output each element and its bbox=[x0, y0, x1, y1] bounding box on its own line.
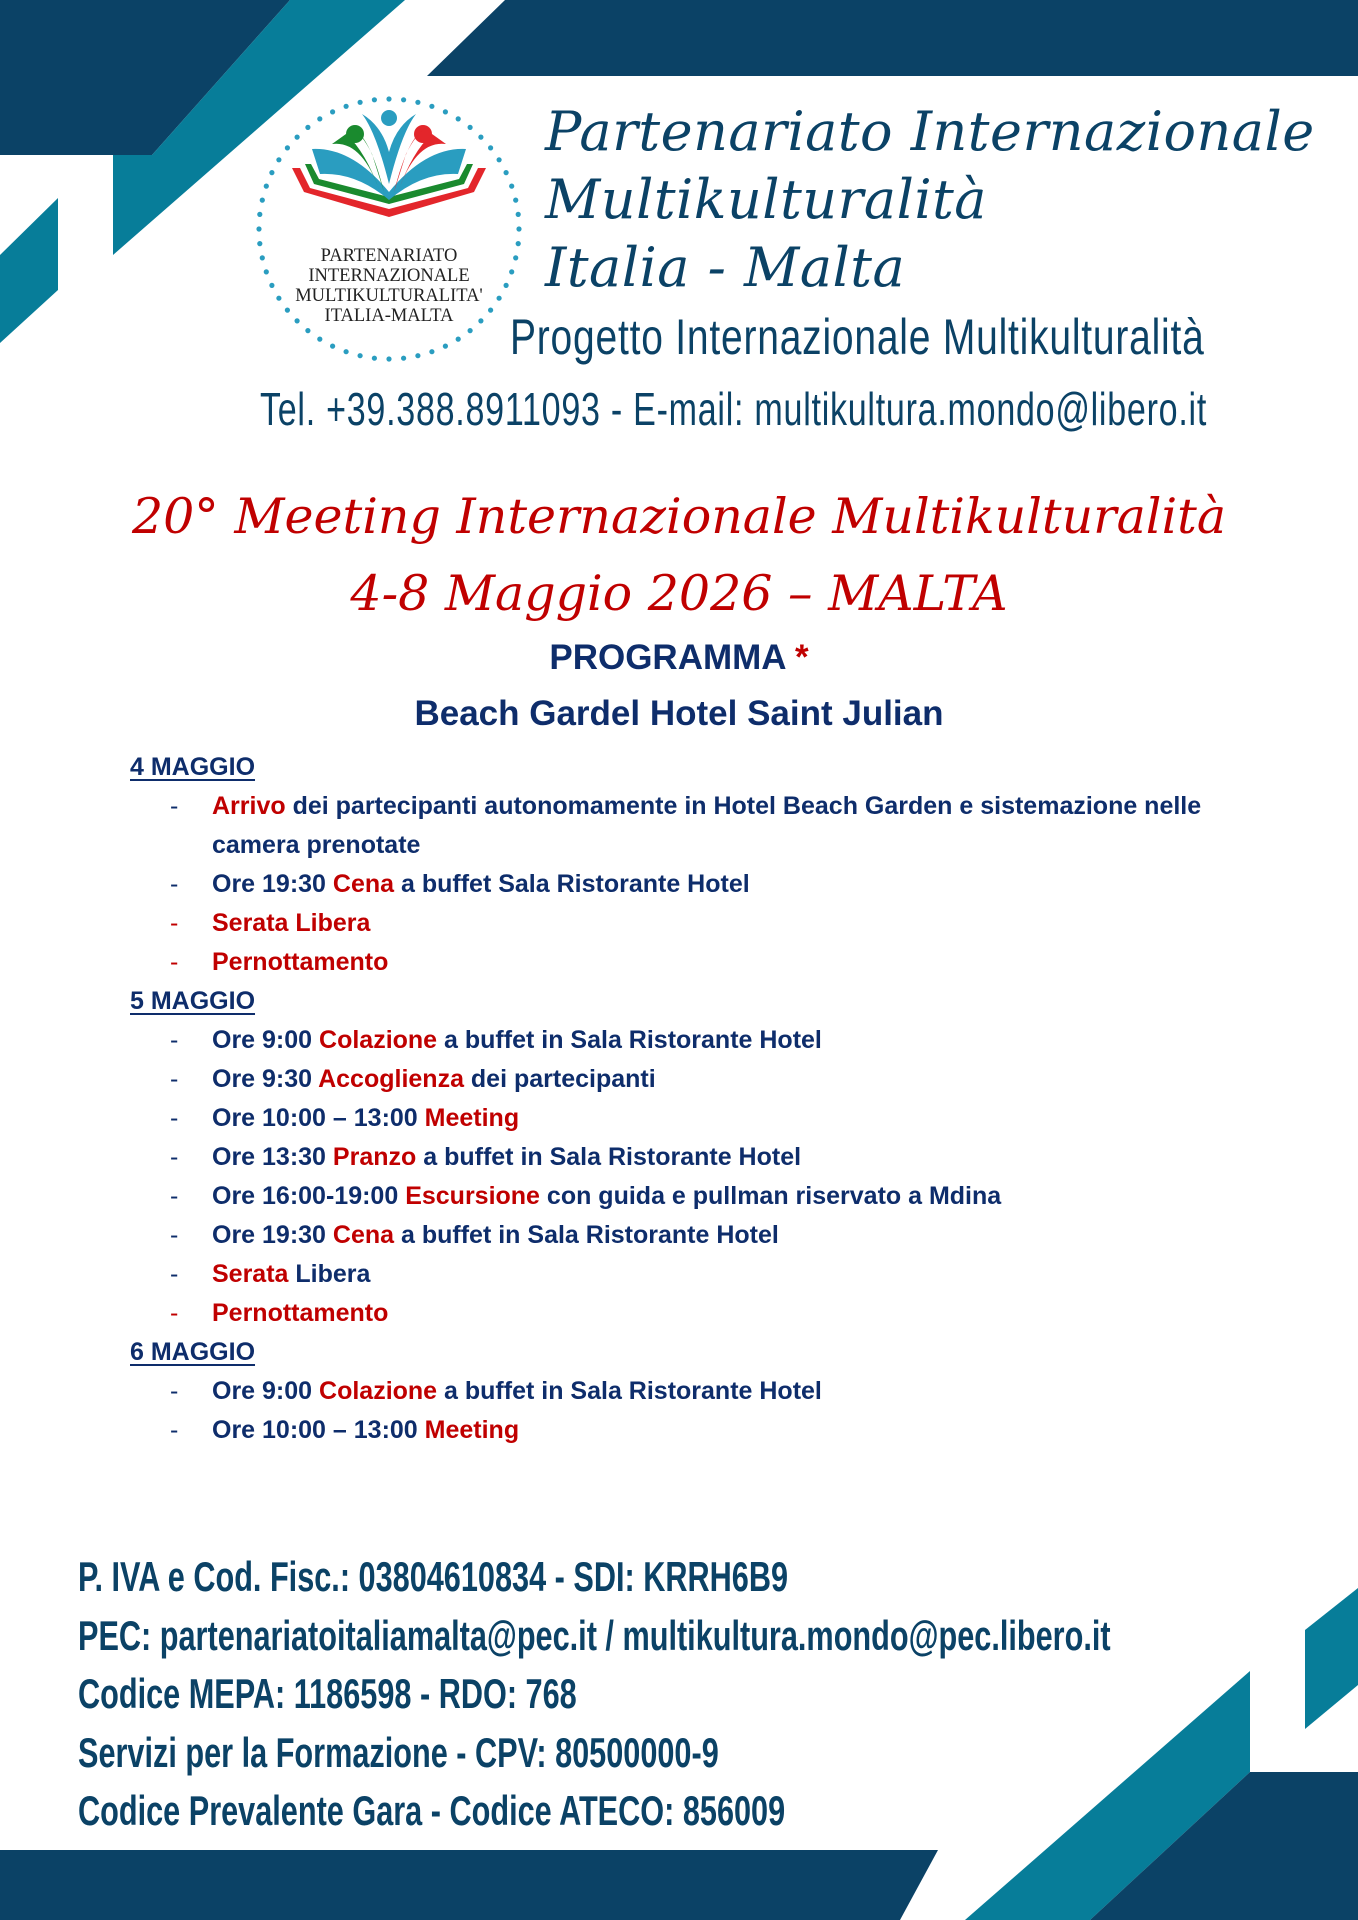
schedule-item bbox=[130, 904, 1250, 943]
company-info-footer bbox=[78, 1548, 1111, 1841]
logo-text-line: ITALIA-MALTA bbox=[324, 306, 454, 326]
program-label: PROGRAMMA bbox=[549, 638, 786, 677]
schedule-item bbox=[130, 1216, 1250, 1255]
item-text: dei partecipanti bbox=[463, 1065, 656, 1093]
item-text: Ore 9:30 bbox=[212, 1065, 319, 1093]
list-dash: - bbox=[170, 948, 179, 976]
border-dot bbox=[358, 353, 363, 358]
border-dot bbox=[429, 104, 434, 109]
highlighted-text: Pernottamento bbox=[212, 1299, 389, 1327]
right-white-edge bbox=[1352, 76, 1358, 1576]
item-text: a buffet in Sala Ristorante Hotel bbox=[437, 1026, 822, 1054]
item-text: Ore 19:30 bbox=[212, 1221, 333, 1249]
item-text: a buffet in Sala Ristorante Hotel bbox=[437, 1377, 822, 1405]
list-dash: - bbox=[170, 1143, 179, 1171]
list-dash: - bbox=[170, 1221, 179, 1249]
event-dates: 4-8 Maggio 2026 – MALTA bbox=[350, 565, 1008, 622]
venue-name: Beach Gardel Hotel Saint Julian bbox=[414, 694, 944, 733]
list-dash: - bbox=[170, 1299, 179, 1327]
border-dot bbox=[516, 226, 521, 231]
list-dash: - bbox=[170, 1104, 179, 1132]
highlighted-text: Serata Libera bbox=[212, 909, 371, 937]
day-heading: 6 MAGGIO bbox=[130, 1338, 256, 1366]
border-dot bbox=[386, 356, 391, 361]
item-text: a buffet in Sala Ristorante Hotel bbox=[416, 1143, 802, 1171]
schedule-item bbox=[130, 1411, 1250, 1450]
program-schedule bbox=[130, 748, 1250, 1450]
border-dot bbox=[516, 212, 521, 217]
highlighted-text: Cena bbox=[332, 1221, 395, 1249]
program-heading bbox=[0, 638, 1358, 678]
item-text: Ore 10:00 – 13:00 bbox=[212, 1416, 425, 1444]
highlighted-text: Pranzo bbox=[332, 1143, 417, 1171]
list-dash: - bbox=[170, 909, 179, 937]
border-dot bbox=[317, 116, 322, 121]
border-dot bbox=[488, 145, 493, 150]
item-text: con guida e pullman riservato a Mdina bbox=[539, 1182, 1002, 1210]
schedule-item bbox=[130, 1099, 1250, 1138]
border-dot bbox=[372, 97, 377, 102]
footer-ateco-line: Codice Prevalente Gara - Codice ATECO: 856009 bbox=[78, 1787, 786, 1834]
top-right-navy-banner bbox=[427, 0, 1358, 76]
schedule-item bbox=[130, 865, 1250, 904]
footer-mepa-line: Codice MEPA: 1186598 - RDO: 768 bbox=[78, 1670, 577, 1717]
item-text: a buffet in Sala Ristorante Hotel bbox=[394, 1221, 779, 1249]
list-dash: - bbox=[170, 1026, 179, 1054]
border-dot bbox=[509, 184, 514, 189]
highlighted-text: Colazione bbox=[319, 1026, 438, 1054]
highlighted-text: Arrivo bbox=[212, 792, 286, 820]
schedule-item bbox=[130, 1372, 1250, 1411]
highlighted-text: Pernottamento bbox=[212, 948, 389, 976]
border-dot bbox=[305, 328, 310, 333]
logo-text-line: PARTENARIATO bbox=[320, 246, 458, 266]
schedule-item bbox=[130, 1138, 1250, 1177]
bottom-right-teal-small bbox=[1305, 1588, 1358, 1729]
border-dot bbox=[456, 337, 461, 342]
footer-vat-line: P. IVA e Cod. Fisc.: 03804610834 - SDI: KRRH6B9 bbox=[78, 1553, 789, 1600]
item-text: a buffet Sala Ristorante Hotel bbox=[394, 870, 750, 898]
schedule-item bbox=[130, 787, 1250, 865]
schedule-item bbox=[130, 1060, 1250, 1099]
list-dash: - bbox=[170, 1260, 179, 1288]
footer-pec-line: PEC: partenariatoitaliamalta@pec.it / multikultura.mondo@pec.libero.it bbox=[78, 1611, 1111, 1659]
item-text: Ore 10:00 – 13:00 bbox=[212, 1104, 425, 1132]
border-dot bbox=[443, 344, 448, 349]
border-dot bbox=[305, 125, 310, 130]
border-dot bbox=[497, 157, 502, 162]
organization-title-line: Multikulturalità bbox=[545, 168, 988, 231]
project-subtitle: Progetto Internazionale Multikulturalità bbox=[510, 309, 1205, 365]
border-dot bbox=[344, 104, 349, 109]
border-dot bbox=[285, 145, 290, 150]
highlighted-text: Meeting bbox=[424, 1104, 520, 1132]
list-dash: - bbox=[170, 1416, 179, 1444]
border-dot bbox=[264, 184, 269, 189]
border-dot bbox=[513, 198, 518, 203]
footer-cpv-line: Servizi per la Formazione - CPV: 80500000-9 bbox=[78, 1728, 719, 1776]
border-dot bbox=[330, 344, 335, 349]
border-dot bbox=[295, 135, 300, 140]
border-dot bbox=[372, 356, 377, 361]
border-dot bbox=[504, 170, 509, 175]
logo-text-line: MULTIKULTURALITA' bbox=[295, 286, 483, 306]
bottom-left-navy-band bbox=[0, 1850, 938, 1920]
border-dot bbox=[256, 226, 261, 231]
border-dot bbox=[415, 100, 420, 105]
contact-line: Tel. +39.388.8911093 - E-mail: multikultura.mondo@libero.it bbox=[260, 383, 1208, 435]
border-dot bbox=[443, 109, 448, 114]
highlighted-text: Accoglienza bbox=[318, 1065, 464, 1093]
list-dash: - bbox=[170, 1182, 179, 1210]
border-dot bbox=[456, 116, 461, 121]
highlighted-text: Meeting bbox=[424, 1416, 520, 1444]
logo-text bbox=[252, 246, 526, 326]
item-text: Libera bbox=[288, 1260, 371, 1288]
item-text: dei partecipanti autonomamente in Hotel Beach Garden e sistemazione nelle camera prenotate bbox=[212, 792, 1202, 859]
border-dot bbox=[330, 109, 335, 114]
item-text: Ore 9:00 bbox=[212, 1377, 320, 1405]
organization-title bbox=[545, 98, 1315, 302]
item-text: Ore 16:00-19:00 bbox=[212, 1182, 406, 1210]
border-dot bbox=[317, 337, 322, 342]
item-text: Ore 9:00 bbox=[212, 1026, 320, 1054]
border-dot bbox=[386, 96, 391, 101]
border-dot bbox=[269, 170, 274, 175]
border-dot bbox=[401, 356, 406, 361]
schedule-item bbox=[130, 1255, 1250, 1294]
highlighted-text: Colazione bbox=[319, 1377, 438, 1405]
schedule-item bbox=[130, 1294, 1250, 1333]
border-dot bbox=[276, 157, 281, 162]
list-dash: - bbox=[170, 792, 179, 820]
day-heading: 5 MAGGIO bbox=[130, 987, 256, 1015]
border-dot bbox=[468, 328, 473, 333]
item-text: Ore 13:30 bbox=[212, 1143, 333, 1171]
organization-title-line: Partenariato Internazionale bbox=[545, 100, 1315, 163]
list-dash: - bbox=[170, 1377, 179, 1405]
border-dot bbox=[358, 100, 363, 105]
highlighted-text: Cena bbox=[332, 870, 395, 898]
list-dash: - bbox=[170, 1065, 179, 1093]
open-book-people-icon bbox=[292, 110, 486, 217]
item-text: Ore 19:30 bbox=[212, 870, 333, 898]
border-dot bbox=[257, 212, 262, 217]
border-dot bbox=[401, 97, 406, 102]
left-teal-sliver bbox=[0, 198, 58, 343]
border-dot bbox=[429, 349, 434, 354]
highlighted-text: Serata bbox=[212, 1260, 289, 1288]
border-dot bbox=[468, 125, 473, 130]
border-dot bbox=[344, 349, 349, 354]
organization-title-line: Italia - Malta bbox=[545, 236, 906, 299]
schedule-item bbox=[130, 943, 1250, 982]
border-dot bbox=[415, 353, 420, 358]
border-dot bbox=[478, 135, 483, 140]
day-heading: 4 MAGGIO bbox=[130, 753, 256, 781]
border-dot bbox=[260, 198, 265, 203]
schedule-item bbox=[130, 1021, 1250, 1060]
schedule-item bbox=[130, 1177, 1250, 1216]
event-title: 20° Meeting Internazionale Multikulturalità bbox=[131, 488, 1227, 545]
logo-text-line: INTERNAZIONALE bbox=[308, 266, 470, 286]
highlighted-text: Escursione bbox=[405, 1182, 540, 1210]
program-asterisk: * bbox=[795, 638, 809, 677]
list-dash: - bbox=[170, 870, 179, 898]
